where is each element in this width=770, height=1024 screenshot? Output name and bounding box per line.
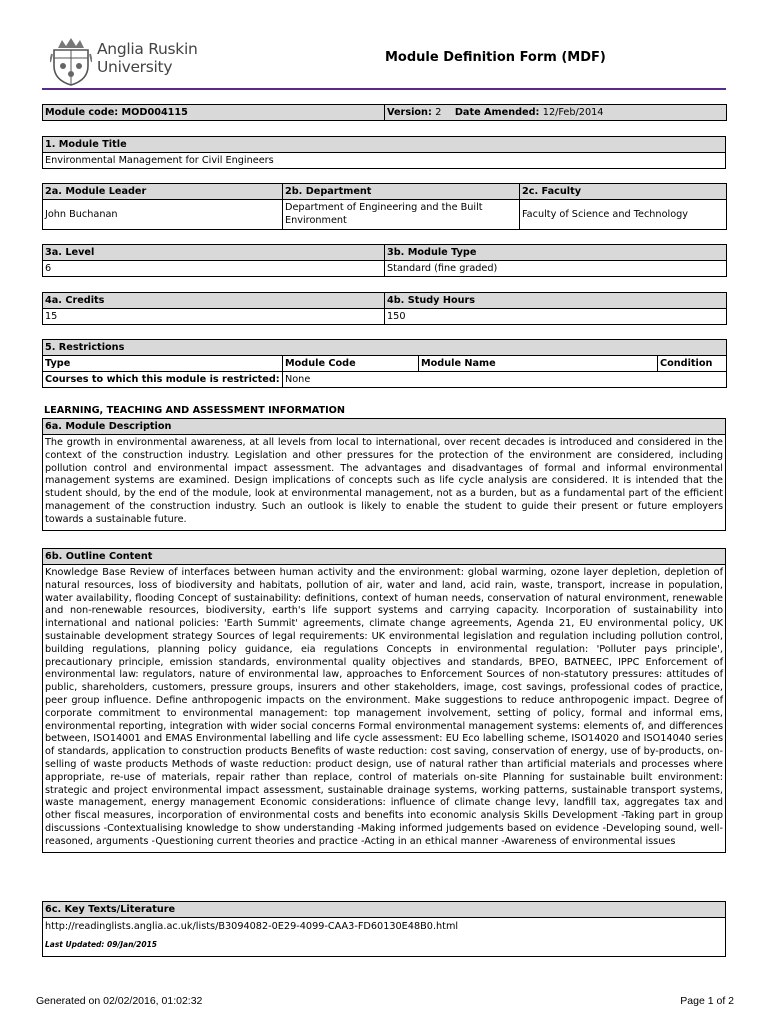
department-heading: 2b. Department [283, 184, 520, 200]
key-texts-table [42, 901, 726, 957]
crest-icon [50, 36, 92, 86]
module-title-value: Environmental Management for Civil Engineers [43, 153, 726, 169]
module-code-value: MOD004115 [121, 106, 188, 118]
module-title-heading: 1. Module Title [43, 137, 726, 153]
outline-text: Knowledge Base Review of interfaces between human activity and the environment: global warming, ozone layer depletion, depletion of natural resources, loss of biodiversity and habitats, pollution of air, water and land, acid rain, waste, transport, increase in population, water availability, flooding Concept of sustainability: definitions, context of human needs, conservation of natural environment, renewable and non-renewable resources, biodiversity, earth's life support systems and carrying capacity. Incorporation of sustainability into international and national policies: 'Earth Summit' agreements, climate change agreements, Agenda 21, EU environmental policy, UK sustainable development strategy Sources of legal requirements: UK environmental legislation and regulation including pollution control, building regulations, planning policy guidance, eia regulations Concepts in environmental regulation: 'Polluter pays principle', precautionary principle, emission standards, environmental quality objectives and standards, BPEO, BATNEEC, IPPC Enforcement of environmental law: regulators, nature of environmental law, approaches to Enforcement Sources of non-statutory pressures: attitudes of public, shareholders, customers, pressure groups, insurers and other stakeholders, image, cost savings, professional codes of practice, peer group influence. Define anthropogenic impacts on the environment. Make suggestions to reduce anthropogenic impact. Degree of corporate commitment to environmental management: top management involvement, setting of policy, formal and informal ems, environmental reporting, integration with wider social concerns Formal environmental management systems: elements of, and differences between, ISO14001 and EMAS Environmental labelling and life cycle assessment: EU Eco labelling scheme, ISO14020 and ISO14040 series of standards, application to construction products Benefits of waste reduction: cost saving, conservation of energy, use of by-products, on-selling of waste products Methods of waste reduction: product design, use of natural rather than artificial materials and processes where appropriate, re-use of materials, repair rather than replace, control of materials on-site Planning for sustainable built environment: strategic and project environmental impact assessment, sustainable drainage systems, working patterns, sustainable transport systems, waste management, energy management Economic considerations: influence of climate change levy, landfill tax, aggregates tax and other fiscal measures, incorporation of environmental costs and benefits into economic analysis Skills Development -Taking part in group discussions -Contextualising knowledge to show understanding -Making informed judgements based on evidence -Developing sound, well-reasoned, arguments -Questioning current theories and practice -Acting in an ethical manner -Awareness of environmental issues [43, 565, 726, 853]
restrictions-col-condition: Condition [658, 356, 727, 372]
reading-list-link[interactable]: http://readinglists.anglia.ac.uk/lists/B3094082-0E29-4099-CAA3-FD60130E48B0.html [45, 921, 459, 932]
restrictions-table [42, 339, 727, 388]
faculty-heading: 2c. Faculty [520, 184, 727, 200]
restrictions-row-value: None [283, 372, 727, 388]
description-table [42, 418, 726, 531]
module-title-table [42, 136, 726, 169]
header-divider [42, 88, 726, 90]
form-title: Module Definition Form (MDF) [385, 50, 606, 65]
restrictions-col-code: Module Code [283, 356, 419, 372]
generated-timestamp: Generated on 02/02/2016, 01:02:32 [36, 995, 203, 1007]
key-texts-cell [43, 918, 726, 957]
page-number: Page 1 of 2 [680, 995, 734, 1007]
key-texts-heading: 6c. Key Texts/Literature [43, 902, 726, 918]
faculty-value: Faculty of Science and Technology [520, 200, 727, 230]
module-leader-heading: 2a. Module Leader [43, 184, 283, 200]
study-hours-value: 150 [385, 309, 727, 325]
date-amended-value: 12/Feb/2014 [542, 106, 604, 118]
university-logo [50, 36, 210, 86]
description-text: The growth in environmental awareness, at all levels from local to international, over recent decades is introduced and considered in the context of the construction industry. Legislation and other pressures for the protection of the environment are considered, including pollution control and environmental impact assessment. The advantages and disadvantages of formal and informal environmental management systems are examined. Design implications of concepts such as life cycle analysis are considered. It is intended that the student should, by the end of the module, look at environmental management, not as a burden, but as a fundamental part of the efficient management of the construction industry. Such an outlook is likely to enable the student to guide their present or future employers towards a sustainable future. [43, 435, 726, 531]
outline-table [42, 548, 726, 853]
level-table [42, 244, 727, 277]
module-type-heading: 3b. Module Type [385, 245, 727, 261]
module-leader-value: John Buchanan [43, 200, 283, 230]
module-info-table [42, 104, 727, 121]
module-code-label: Module code: [45, 106, 119, 118]
level-heading: 3a. Level [43, 245, 385, 261]
credits-heading: 4a. Credits [43, 293, 385, 309]
restrictions-heading: 5. Restrictions [43, 340, 727, 356]
module-type-value: Standard (fine graded) [385, 261, 727, 277]
university-name-line1: Anglia Ruskin [97, 40, 198, 58]
last-updated: Last Updated: 09/Jan/2015 [45, 939, 158, 949]
credits-value: 15 [43, 309, 385, 325]
module-code-cell [43, 105, 385, 121]
university-name-line2: University [97, 58, 173, 76]
credits-table [42, 292, 727, 325]
restrictions-col-name: Module Name [419, 356, 658, 372]
date-amended-label: Date Amended: [454, 106, 540, 118]
outline-heading: 6b. Outline Content [43, 549, 726, 565]
university-name [97, 40, 197, 76]
leader-table [42, 183, 727, 230]
version-cell [385, 105, 727, 121]
department-value: Department of Engineering and the Built Environment [283, 200, 520, 230]
version-value: 2 [435, 106, 442, 118]
level-value: 6 [43, 261, 385, 277]
restrictions-col-type: Type [43, 356, 283, 372]
restrictions-row-label: Courses to which this module is restricted: [43, 372, 283, 388]
version-label: Version: [387, 106, 432, 118]
study-hours-heading: 4b. Study Hours [385, 293, 727, 309]
learning-teaching-heading: LEARNING, TEACHING AND ASSESSMENT INFORMATION [44, 405, 346, 416]
description-heading: 6a. Module Description [43, 419, 726, 435]
